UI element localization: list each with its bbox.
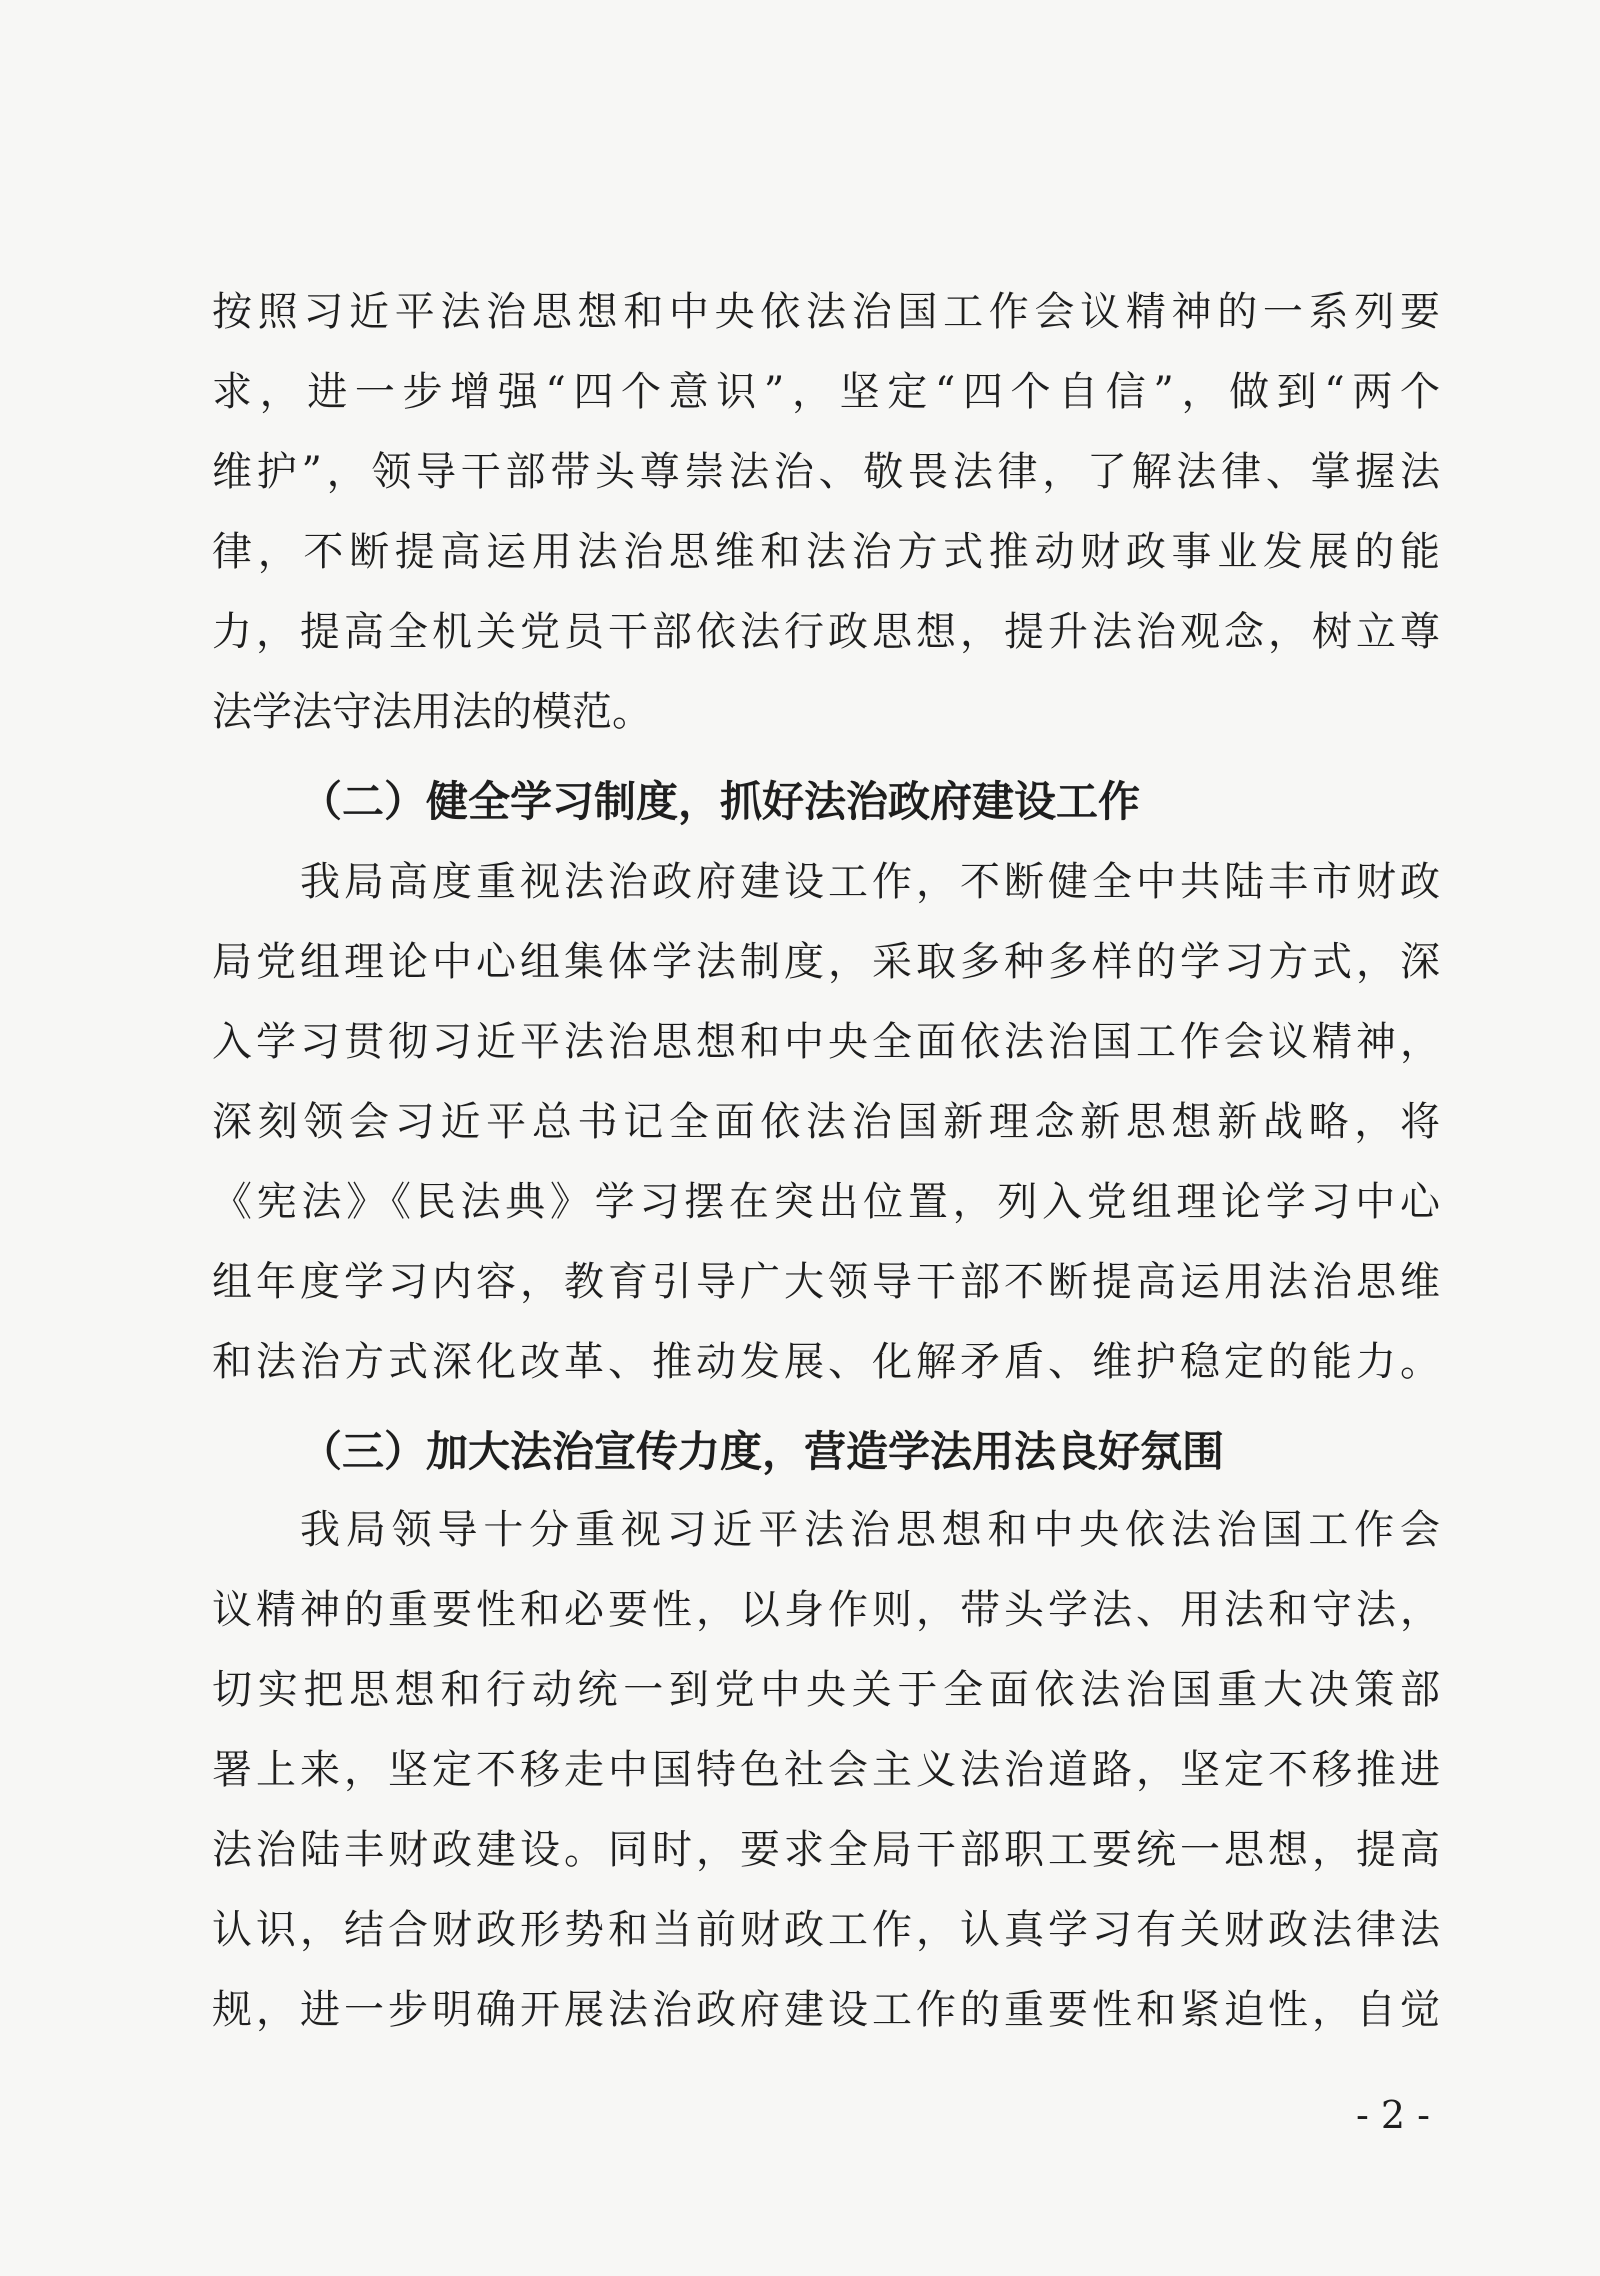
paragraph-3-line-7: 规，进一步明确开展法治政府建设工作的重要性和紧迫性，自觉 — [212, 1987, 1440, 2033]
paragraph-3-line-5: 法治陆丰财政建设。同时，要求全局干部职工要统一思想，提高 — [212, 1827, 1440, 1873]
paragraph-3-line-4: 署上来，坚定不移走中国特色社会主义法治道路，坚定不移推进 — [212, 1747, 1440, 1793]
paragraph-1-line-1: 按照习近平法治思想和中央依法治国工作会议精神的一系列要 — [212, 289, 1440, 335]
section-heading-2: （二）健全学习制度，抓好法治政府建设工作 — [300, 777, 1141, 826]
paragraph-1-line-4: 律，不断提高运用法治思维和法治方式推动财政事业发展的能 — [212, 529, 1440, 575]
page-number: - 2 - — [1355, 2093, 1430, 2137]
paragraph-2-line-6: 组年度学习内容，教育引导广大领导干部不断提高运用法治思维 — [212, 1259, 1440, 1305]
paragraph-3-line-6: 认识，结合财政形势和当前财政工作，认真学习有关财政法律法 — [212, 1907, 1440, 1953]
paragraph-2-line-2: 局党组理论中心组集体学法制度，采取多种多样的学习方式，深 — [212, 939, 1440, 985]
paragraph-2-line-4: 深刻领会习近平总书记全面依法治国新理念新思想新战略，将 — [212, 1099, 1440, 1145]
paragraph-2-line-5: 《宪法》《民法典》学习摆在突出位置，列入党组理论学习中心 — [212, 1179, 1440, 1225]
paragraph-1-line-2: 求，进一步增强“四个意识”，坚定“四个自信”，做到“两个 — [212, 369, 1440, 415]
section-heading-3: （三）加大法治宣传力度，营造学法用法良好氛围 — [300, 1427, 1225, 1476]
paragraph-3-line-1: 我局领导十分重视习近平法治思想和中央依法治国工作会 — [300, 1507, 1440, 1553]
paragraph-2-line-7: 和法治方式深化改革、推动发展、化解矛盾、维护稳定的能力。 — [212, 1339, 1440, 1385]
paragraph-2-line-3: 入学习贯彻习近平法治思想和中央全面依法治国工作会议精神， — [212, 1019, 1440, 1065]
paragraph-2-line-1: 我局高度重视法治政府建设工作，不断健全中共陆丰市财政 — [300, 859, 1440, 905]
paragraph-1-line-3: 维护”，领导干部带头尊崇法治、敬畏法律，了解法律、掌握法 — [212, 449, 1440, 495]
paragraph-1-line-6: 法学法守法用法的模范。 — [212, 689, 652, 735]
paragraph-3-line-2: 议精神的重要性和必要性，以身作则，带头学法、用法和守法， — [212, 1587, 1440, 1633]
paragraph-3-line-3: 切实把思想和行动统一到党中央关于全面依法治国重大决策部 — [212, 1667, 1440, 1713]
paragraph-1-line-5: 力，提高全机关党员干部依法行政思想，提升法治观念，树立尊 — [212, 609, 1440, 655]
